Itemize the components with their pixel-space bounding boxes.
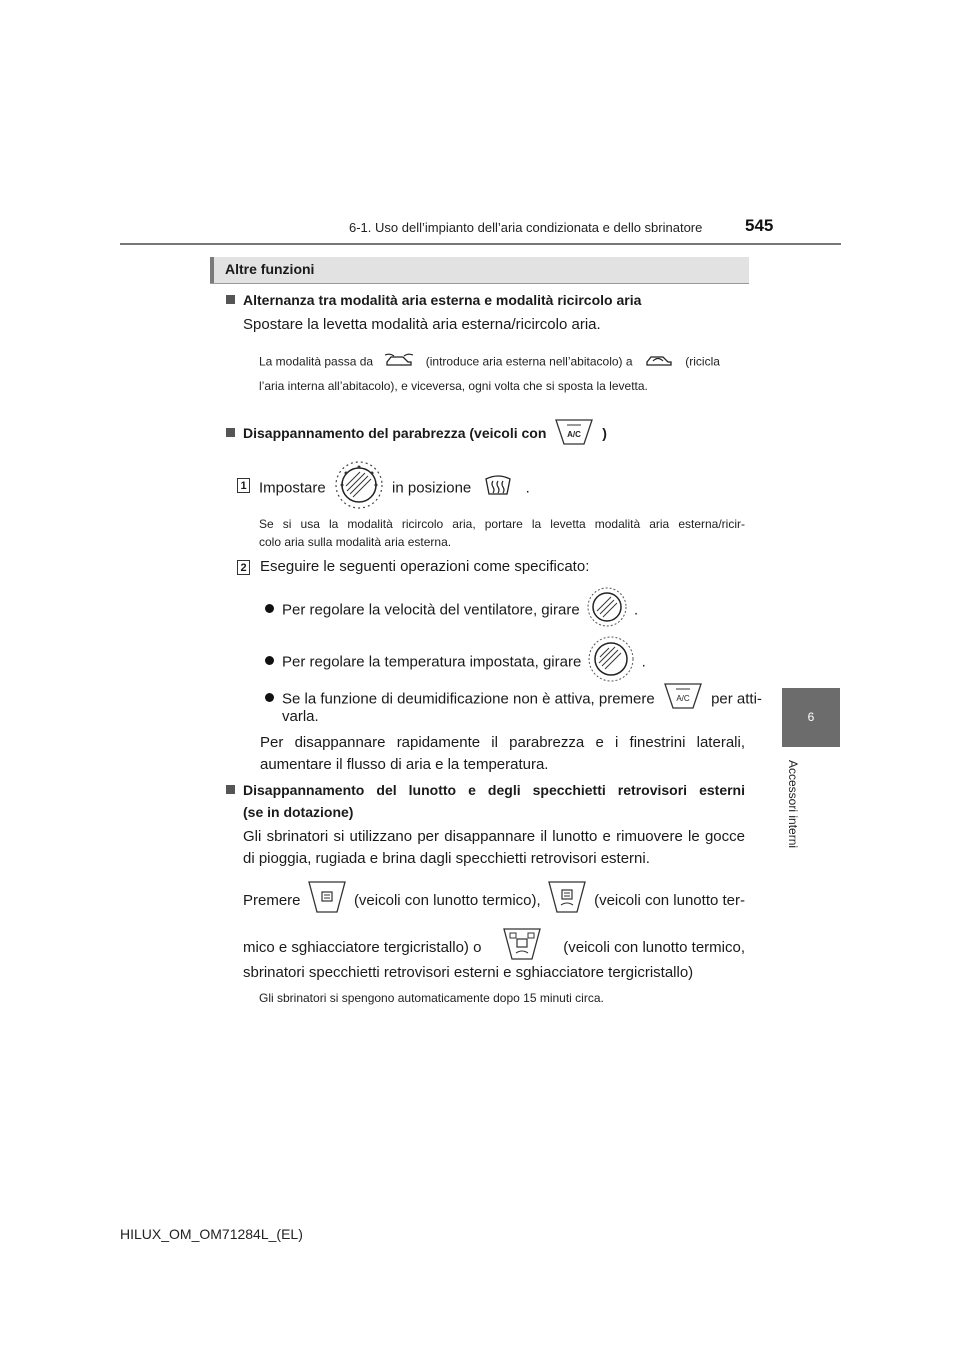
rear-line-1: Premere (veicoli con lunotto termico), (veicoli con lunotto ter- [243, 880, 745, 921]
bullet-dehumidify: Se la funzione di deumidificazione non è attiva, premere A/C per atti- [265, 682, 745, 717]
chapter-label: Accessori interni [786, 760, 800, 849]
rear-defogger-icon [307, 880, 347, 921]
square-bullet-icon [226, 785, 235, 794]
step-number-1: 1 [237, 478, 250, 493]
header-title: 6-1. Uso dell’impianto dell’aria condizionata e dello sbrinatore [349, 220, 703, 235]
body-outside-air: Spostare la levetta modalità aria esterna/ricircolo aria. [243, 316, 601, 333]
rear-line-2: mico e sghiacciatore tergicristallo) o (veicoli con lunotto termico, [243, 927, 745, 968]
rear-defogger-wiper-icon [547, 880, 587, 921]
bullet-dehumidify-cont: varla. [282, 708, 319, 725]
round-bullet-icon [265, 656, 274, 665]
heading-outside-air: Alternanza tra modalità aria esterna e modalità ricircolo aria [226, 290, 641, 310]
section-rule [210, 283, 749, 284]
footer-code: HILUX_OM_OM71284L_(EL) [120, 1226, 303, 1242]
svg-text:A/C: A/C [567, 430, 582, 439]
section-title: Altre funzioni [225, 261, 315, 277]
page-number: 545 [745, 216, 774, 235]
fan-dial-icon [586, 586, 628, 635]
heading-windshield: Disappannamento del parabrezza (veicoli con A/C ) [226, 418, 607, 451]
bullet-temperature: Per regolare la temperatura impostata, girare . [265, 635, 646, 690]
step-number-2: 2 [237, 560, 250, 575]
square-bullet-icon [226, 428, 235, 437]
body-rear-defogger-2: di pioggia, rugiada e brina dagli specchietti retrovisori esterni. [243, 850, 650, 867]
note-step-1-line2: colo aria sulla modalità aria esterna. [259, 535, 452, 549]
note-outside-air-2: l’aria interna all’abitacolo), e viceversa, ogni volta che si sposta la levetta. [259, 379, 648, 393]
outside-air-icon [384, 353, 414, 372]
svg-text:A/C: A/C [676, 694, 690, 703]
rear-line-3: sbrinatori specchietti retrovisori esterni e sghiacciatore tergicristallo) [243, 964, 694, 981]
heading-rear-defogger-1: Disappannamento del lunotto e degli specchietti retrovisori esterni [226, 780, 745, 800]
square-bullet-icon [226, 295, 235, 304]
step-2: Eseguire le seguenti operazioni come specificato: [260, 558, 590, 575]
paragraph-quick-defog-1: Per disappannare rapidamente il parabrezza e i finestrini laterali, [260, 734, 745, 751]
note-outside-air-1: La modalità passa da (introduce aria esterna nell’abitacolo) a (ricicla [259, 353, 745, 372]
body-rear-defogger-1: Gli sbrinatori si utilizzano per disappannare il lunotto e rimuovere le gocce [243, 828, 745, 845]
round-bullet-icon [265, 693, 274, 702]
windshield-defrost-icon [483, 473, 513, 504]
header-rule [120, 243, 841, 245]
note-step-1-line1: Se si usa la modalità ricircolo aria, portare la levetta modalità aria esterna/ricir- [259, 517, 745, 531]
ac-button-icon [663, 682, 703, 717]
ac-button-icon [554, 418, 594, 451]
step-1: Impostare in posizione . [259, 460, 530, 517]
chapter-label-container [778, 760, 808, 910]
chapter-tab: 6 [782, 688, 840, 747]
note-rear-defogger: Gli sbrinatori si spengono automaticamente dopo 15 minuti circa. [259, 991, 604, 1005]
heading-rear-defogger-2: (se in dotazione) [243, 804, 354, 820]
paragraph-quick-defog-2: aumentare il flusso di aria e la temperatura. [260, 756, 549, 773]
bullet-fan: Per regolare la velocità del ventilatore, girare . [265, 586, 638, 635]
section-bar [210, 257, 749, 283]
round-bullet-icon [265, 604, 274, 613]
mode-dial-icon [334, 460, 384, 517]
recirculate-air-icon [644, 353, 674, 372]
